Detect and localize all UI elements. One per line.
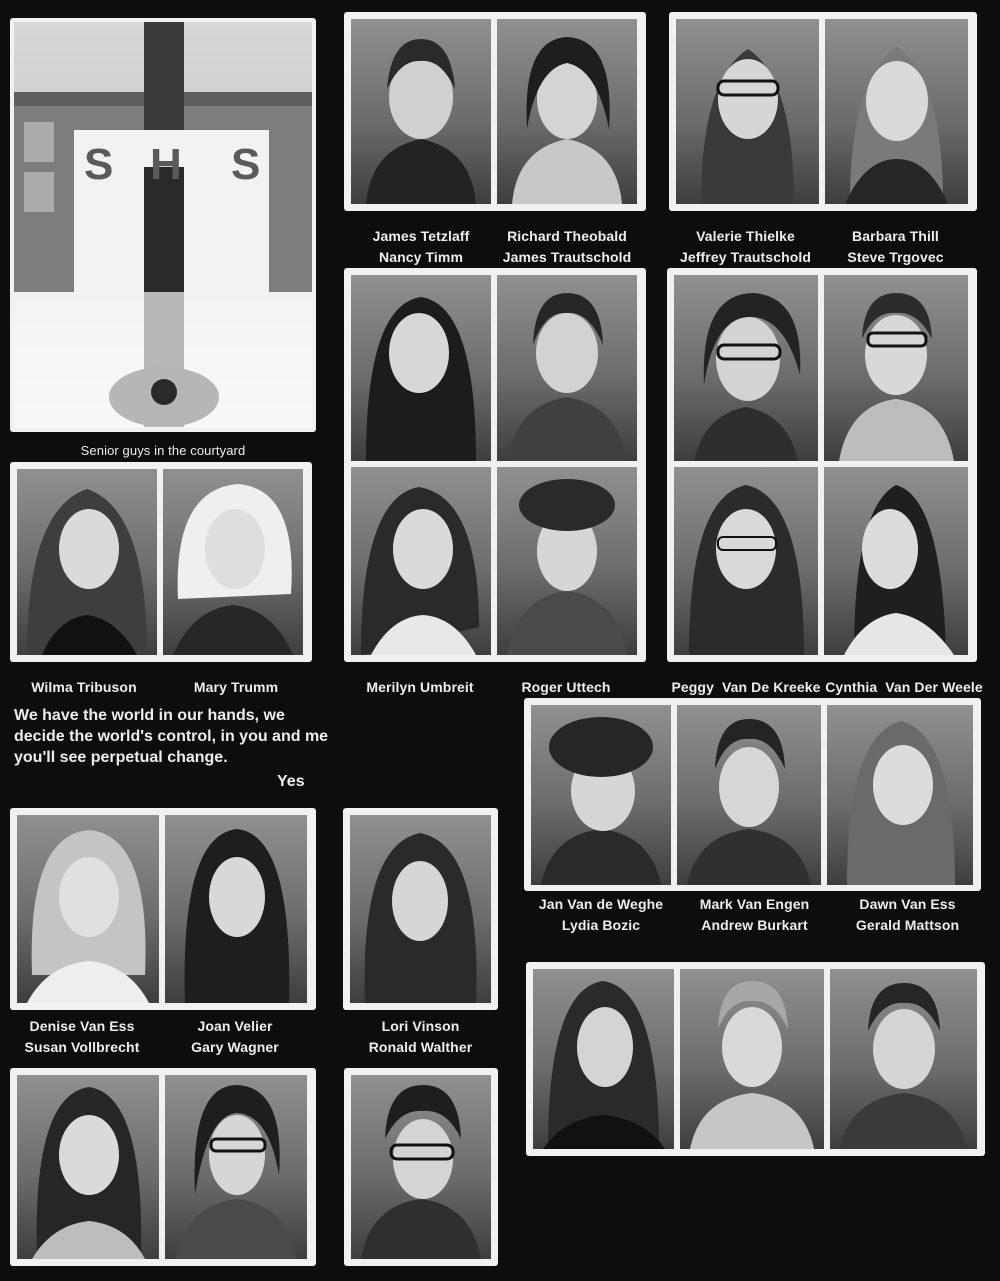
- portrait-photo: [165, 1075, 307, 1259]
- portrait-caption: [496, 677, 636, 698]
- portrait-photo: [17, 469, 157, 655]
- portrait-photo: [351, 1075, 491, 1259]
- portrait-photo: [497, 19, 637, 204]
- portrait-photo: [351, 19, 491, 204]
- portrait-photo: [351, 467, 491, 655]
- sign-letter-2: H: [150, 140, 182, 189]
- sign-letter-3: S: [231, 140, 261, 189]
- portrait-caption: [14, 677, 154, 698]
- portrait-photo: [824, 467, 968, 655]
- portrait-caption: [673, 226, 818, 268]
- student-name: Roger Uttech: [521, 679, 611, 695]
- portrait-group: [10, 462, 312, 662]
- portrait-caption: [822, 677, 986, 698]
- student-name: Andrew Burkart: [701, 917, 808, 933]
- student-name: Susan Vollbrecht: [24, 1039, 140, 1055]
- student-name: Peggy Van De Kreeke: [671, 679, 821, 695]
- student-name: Dawn Van Ess: [859, 896, 956, 912]
- student-name: Lori Vinson: [381, 1018, 460, 1034]
- student-name: Jan Van de Weghe: [538, 896, 664, 912]
- student-name: Cynthia Van Der Weele: [825, 679, 983, 695]
- student-name: Barbara Thill: [852, 228, 939, 244]
- portrait-photo: [350, 815, 491, 1003]
- portrait-caption: [166, 677, 306, 698]
- student-name: James Tetzlaff: [372, 228, 470, 244]
- portrait-group: [10, 1068, 316, 1266]
- student-name: Steve Trgovec: [847, 249, 944, 265]
- portrait-caption: [666, 677, 826, 698]
- portrait-photo: [830, 969, 977, 1149]
- courtyard-caption: Senior guys in the courtyard: [80, 443, 246, 458]
- portrait-group: [344, 12, 646, 211]
- student-name: Mary Trumm: [193, 679, 279, 695]
- portrait-caption: [823, 226, 968, 268]
- portrait-group: [343, 808, 498, 1010]
- portrait-group: [669, 12, 977, 211]
- courtyard-photo-frame: [10, 18, 316, 432]
- portrait-photo: [165, 815, 307, 1003]
- portrait-photo: [497, 467, 637, 655]
- portrait-photo: [824, 275, 968, 461]
- portrait-photo: [163, 469, 303, 655]
- portrait-caption: [343, 1016, 498, 1058]
- portrait-caption: [12, 1016, 152, 1058]
- portrait-group: [10, 808, 316, 1010]
- student-name: Gary Wagner: [191, 1039, 279, 1055]
- student-name: Valerie Thielke: [696, 228, 795, 244]
- portrait-group: [667, 268, 977, 662]
- portrait-caption: [531, 894, 671, 936]
- student-name: Richard Theobald: [507, 228, 627, 244]
- student-name: Nancy Timm: [379, 249, 463, 265]
- student-name: Merilyn Umbreit: [366, 679, 474, 695]
- portrait-caption: [677, 894, 832, 936]
- student-name: Ronald Walther: [368, 1039, 473, 1055]
- student-name: Lydia Bozic: [561, 917, 641, 933]
- portrait-photo: [351, 275, 491, 461]
- portrait-group: [344, 1068, 498, 1266]
- portrait-group: [524, 698, 981, 891]
- student-name: Mark Van Engen: [699, 896, 810, 912]
- sign-letter-1: S: [84, 140, 114, 189]
- portrait-group: [344, 268, 646, 662]
- portrait-group: [526, 962, 985, 1156]
- portrait-photo: [497, 275, 637, 461]
- student-name: James Trautschold: [502, 249, 632, 265]
- portrait-caption: [351, 226, 491, 268]
- student-name: Wilma Tribuson: [31, 679, 137, 695]
- quote-attribution: Yes: [277, 773, 305, 790]
- portrait-caption: [165, 1016, 305, 1058]
- portrait-photo: [17, 815, 159, 1003]
- courtyard-photo: [14, 22, 312, 428]
- portrait-photo: [17, 1075, 159, 1259]
- song-quote: We have the world in our hands, we decide the world's control, in you and me you'll see perpetual change.: [14, 707, 329, 766]
- portrait-photo: [825, 19, 968, 204]
- student-name: Denise Van Ess: [29, 1018, 135, 1034]
- student-name: Joan Velier: [197, 1018, 273, 1034]
- portrait-photo: [827, 705, 973, 885]
- portrait-caption: [350, 677, 490, 698]
- portrait-photo: [533, 969, 674, 1149]
- portrait-photo: [531, 705, 671, 885]
- portrait-photo: [680, 969, 824, 1149]
- portrait-photo: [676, 19, 819, 204]
- portrait-photo: [677, 705, 821, 885]
- student-name: Jeffrey Trautschold: [679, 249, 812, 265]
- portrait-photo: [674, 467, 818, 655]
- student-name: Gerald Mattson: [855, 917, 960, 933]
- portrait-photo: [674, 275, 818, 461]
- portrait-caption: [497, 226, 637, 268]
- portrait-caption: [830, 894, 985, 936]
